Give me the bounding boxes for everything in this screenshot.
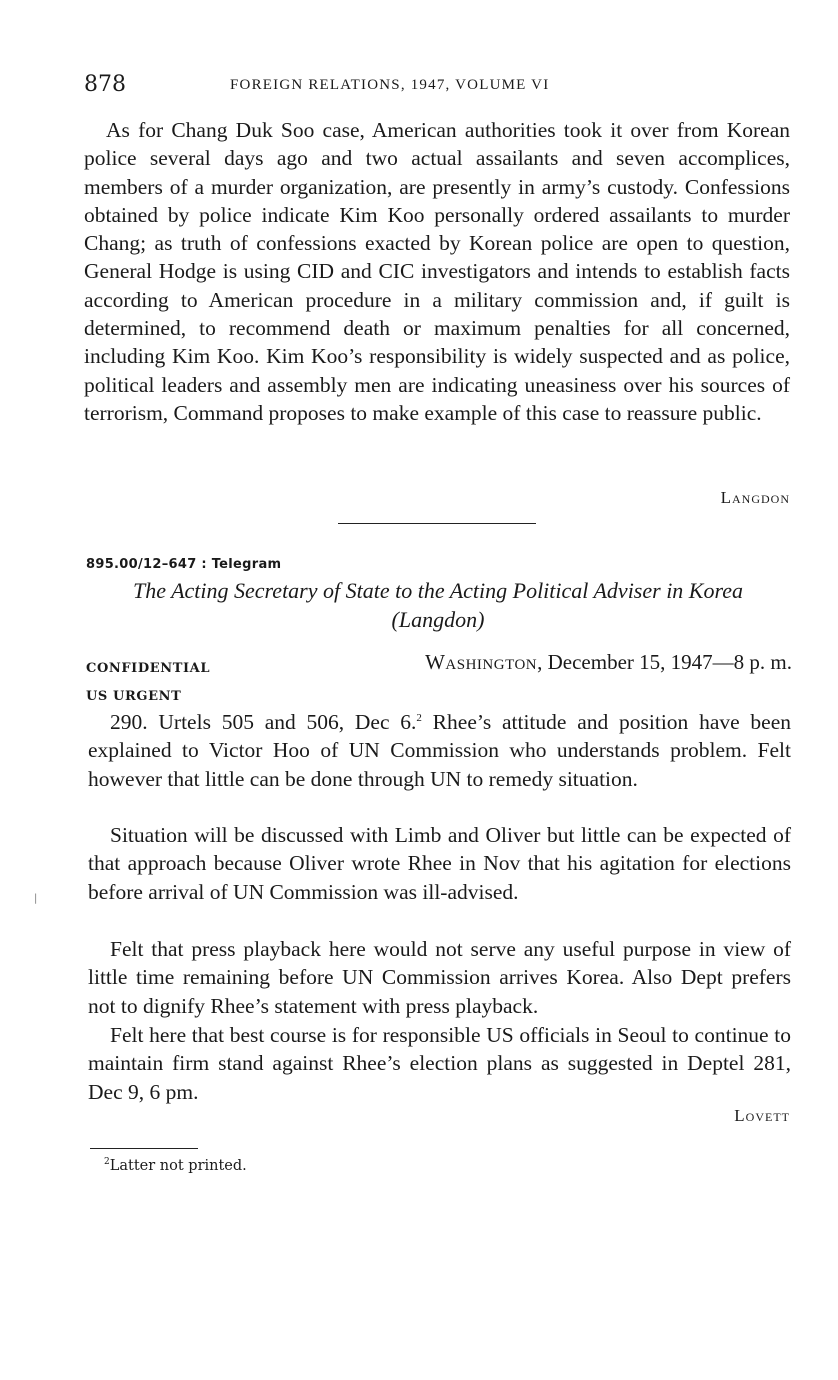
dateline-date: , December 15, 1947—8 p. m. [537, 650, 792, 674]
running-head: FOREIGN RELATIONS, 1947, VOLUME VI [230, 77, 550, 93]
paragraph-situation: Situation will be discussed with Limb and Oliver but little can be expected of that approach because Oliver wrote Rhee in Nov that his agitation for elections before arrival of UN Commission was ill-advised. [88, 823, 791, 904]
paragraph-290-rest: Rhee’s attitude and position have been explained to Victor Hoo of UN Commission who understands problem. Felt however that little can be done through UN to remedy situation. [88, 710, 792, 791]
document-title-line-1: The Acting Secretary of State to the Acting Political Adviser in Korea [133, 578, 743, 603]
document-title [84, 576, 792, 634]
paragraph-block-press [88, 935, 791, 1020]
paragraph-chang-duk-soo: As for Chang Duk Soo case, American authorities took it over from Korean police several days ago and two actual assailants and seven accomplices, members of a murder organization, are presently in army’s custody. Confessions obtained by police indicate Kim Koo personally ordered assailants to murder Chang; as truth of confessions exacted by Korean police are open to question, General Hodge is using CID and CIC investigators and intends to establish facts according to American procedure in a military commission and, if guilt is determined, to recommend death or maximum penalties for all concerned, including Kim Koo. Kim Koo’s responsibility is widely suspected and as police, political leaders and assembly men are indicating uneasiness over his sources of terrorism, Command proposes to make example of this case to reassure public. [84, 118, 790, 425]
page-number: 878 [84, 72, 126, 97]
file-reference: 895.00/12–647 : Telegram [86, 557, 282, 572]
priority-label: US URGENT [86, 689, 182, 704]
footnote-text: Latter not printed. [109, 1158, 247, 1174]
dateline-city: Washington [425, 650, 538, 674]
paragraph-290-start: 290. Urtels 505 and 506, Dec 6. [110, 710, 417, 734]
document-title-line-2: (Langdon) [391, 607, 485, 632]
dateline [425, 650, 792, 675]
paragraph-block-situation [88, 821, 791, 906]
signature-langdon: Langdon [720, 488, 790, 507]
signature-lovett: Lovett [734, 1106, 790, 1125]
paragraph-block-290 [88, 708, 791, 793]
footnote [104, 1158, 247, 1174]
paragraph-press-playback: Felt that press playback here would not serve any useful purpose in view of little time remaining before UN Commission arrives Korea. Also Dept prefers not to dignify Rhee’s statement with press playback. [88, 937, 791, 1018]
section-divider [338, 523, 536, 524]
paragraph-290 [88, 708, 791, 793]
footnote-divider [90, 1148, 198, 1149]
footnote-ref: 2 [416, 711, 422, 724]
page-header [84, 72, 794, 102]
paragraph-block-best-course [88, 1021, 791, 1106]
classification-label: CONFIDENTIAL [86, 661, 211, 676]
footnote-marker: 2 [104, 1157, 110, 1168]
margin-mark: | [34, 893, 38, 904]
paragraph-best-course: Felt here that best course is for responsible US officials in Seoul to continue to maintain firm stand against Rhee’s election plans as suggested in Deptel 281, Dec 9, 6 pm. [88, 1023, 791, 1104]
